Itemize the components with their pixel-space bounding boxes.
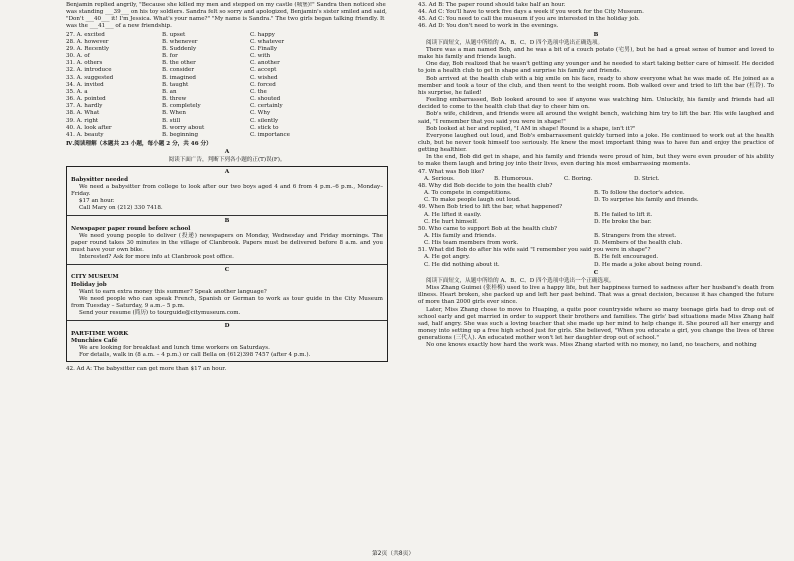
cloze-option-a: 37. A. hardly — [66, 103, 103, 110]
mc-option: A. Serious. — [424, 175, 455, 182]
mc-option: C. He did nothing about it. — [424, 261, 500, 268]
left-column — [66, 2, 388, 545]
cloze-option-c: C. whatever — [250, 38, 285, 45]
cloze-option-a: 40. A. look after — [66, 124, 112, 131]
question-42: 42. Ad A: The babysitter can get more than $17 an hour. — [66, 366, 227, 373]
cloze-option-a: 33. A. suggested — [66, 74, 114, 81]
page-number: 第2页（共8页） — [372, 551, 415, 557]
ad-subtitle: Holiday job — [71, 281, 107, 288]
cloze-option-a: 39. A. right — [66, 117, 99, 124]
ad-letter: B — [224, 218, 230, 225]
mc-options — [418, 190, 774, 204]
cloze-option-c: C. another — [250, 60, 280, 67]
tf-questions — [418, 2, 774, 31]
ad-d — [71, 323, 383, 359]
cloze-option-c: C. wished — [250, 74, 278, 81]
ad-a — [71, 169, 383, 212]
ad-divider — [67, 215, 387, 216]
ad-title: PART-TIME WORK — [71, 330, 129, 337]
cloze-option-c: C. silently — [250, 117, 279, 124]
ad-title: CITY MUSEUM — [71, 274, 119, 281]
part-c-letter: C — [593, 269, 599, 276]
part-b-questions — [418, 169, 774, 269]
part-c-instruction: 阅读下面短文，从题中所给的 A、B、C、D 四个选项中选出一个正确选项。 — [426, 277, 615, 284]
ad-line: Call Mary on (212) 330 7418. — [79, 205, 163, 212]
ad-divider — [67, 320, 387, 321]
mc-option: B. He felt encouraged. — [594, 254, 659, 261]
part-a-letter: A — [224, 149, 230, 156]
cloze-options — [66, 32, 388, 139]
cloze-option-c: C. Finally — [250, 45, 277, 52]
part-b-passage — [418, 47, 774, 169]
left-top-passage — [66, 2, 388, 31]
mc-option: C. He hurt himself. — [424, 218, 478, 225]
section4-title: Ⅳ.阅读理解（本题共 23 小题，每小题 2 分，共 46 分） — [66, 140, 212, 147]
cloze-option-b: B. still — [162, 117, 181, 124]
ad-line: For details, walk in (8 a.m. – 4 p.m.) or call Bella on (612)398 7457 (after 4 p.m.). — [79, 352, 311, 359]
mc-option: D. He broke the bar. — [594, 218, 652, 225]
ad-divider — [67, 264, 387, 265]
ad-letter: D — [224, 323, 230, 330]
mc-question-stem: 51. What did Bob do after his wife said "I remember you said you were in shape"? — [418, 247, 651, 254]
mc-option: B. He failed to lift it. — [594, 211, 653, 218]
cloze-option-b: B. worry about — [162, 124, 205, 131]
passage-paragraph: In the end, Bob did get in shape, and his family and friends were proud of him, but they were even prouder of his ability to make them laugh and bring joy into their lives, even during his most embarrassing moments. — [418, 154, 774, 168]
cloze-option-b: B. consider — [162, 67, 194, 74]
passage-paragraph: Bob's wife, children, and friends were all around the weight bench, watching him try to lift the bar. His wife laughed and said, "I remember that you said you were in shape!" — [418, 111, 774, 125]
mc-question-stem: 47. What was Bob like? — [418, 168, 485, 175]
mc-option: A. He got angry. — [424, 254, 470, 261]
passage-paragraph: There was a man named Bob, and he was a bit of a couch potato (宅男), but he had a great sense of humor and loved to make his family and friends laugh. — [418, 46, 774, 61]
cloze-option-a: 41. A. beauty — [66, 131, 104, 138]
cloze-option-b: B. taught — [162, 81, 189, 88]
cloze-option-a: 27. A. excited — [66, 31, 105, 38]
mc-option: D. Members of the health club. — [594, 240, 683, 247]
cloze-option-b: B. upset — [162, 31, 186, 38]
ad-line: We need a babysitter from college to look after our two boys aged 4 and 6 from 4 p.m.–6 p.m., Monday–Friday. — [71, 183, 383, 197]
part-b-letter: B — [593, 31, 599, 38]
cloze-option-a: 31. A. others — [66, 60, 103, 67]
mc-options — [418, 212, 774, 226]
mc-option: D. Strict. — [634, 175, 660, 182]
ad-subtitle: Munchies Café — [71, 337, 118, 344]
ads-box — [66, 166, 388, 362]
cloze-option-c: C. happy — [250, 31, 275, 38]
part-b-instruction: 阅读下面短文，从题中所给的 A、B、C、D 四个选项中选出正确选项。 — [426, 39, 604, 46]
mc-option: C. His team members from work. — [424, 240, 519, 247]
cloze-option-a: 35. A. a — [66, 88, 88, 95]
passage-paragraph: Bob looked at her and replied, "I AM in shape! Round is a shape, isn't it?" — [426, 125, 636, 132]
cloze-option-c: C. stick to — [250, 124, 279, 131]
mc-question-stem: 50. Who came to support Bob at the health club? — [418, 225, 558, 232]
ad-line: We need people who can speak French, Spanish or German to work as tour guide in the City Museum from Tuesday – Saturday, 9 a.m.– 5 p.m. — [71, 295, 383, 310]
cloze-option-c: C. shouted — [250, 96, 281, 103]
cloze-option-c: C. Why — [250, 110, 271, 117]
cloze-option-b: B. an — [162, 88, 177, 95]
passage-paragraph: Later, Miss Zhang chose to move to Huaping, a quite poor countryside where so many teenage girls had to drop out of school early and get married in order to support their brothers and families. The girls' bad situations made Miss Zhang half sad, half angry. She was such a loving teacher that she made up her mind to help change it. She poured all her energy and money into setting up a free high school just for girls. She believed, "When you educate a girl, you change the lives of three generations (三代人). An educated mother won't let her daughter drop out of school." — [418, 306, 774, 342]
mc-option: A. To compete in competitions. — [424, 190, 512, 197]
cloze-option-b: B. the other — [162, 60, 196, 67]
part-a-instruction: 阅读下面广告，判断下列各小题的正(T)误(F)。 — [168, 157, 286, 164]
cloze-option-a: 28. A. however — [66, 38, 109, 45]
tf-question: 46. Ad D: You don't need to work in the evenings. — [418, 23, 559, 30]
mc-option: C. Boring. — [564, 175, 593, 182]
cloze-option-a: 30. A. of — [66, 53, 90, 60]
tf-question: 43. Ad B: The paper round should take half an hour. — [418, 2, 566, 8]
ad-line: We are looking for breakfast and lunch time workers on Saturdays. — [79, 344, 270, 351]
ad-line: $17 an hour. — [79, 198, 115, 205]
mc-option: A. His family and friends. — [424, 233, 497, 239]
cloze-option-a: 29. A. Recently — [66, 45, 110, 52]
mc-option: C. To make people laugh out loud. — [424, 197, 521, 204]
cloze-option-b: B. completely — [162, 103, 201, 110]
ad-line: Interested? Ask for more info at Clanbrook post office. — [79, 254, 234, 261]
cloze-option-c: C. accept — [250, 67, 277, 74]
cloze-option-b: B. When — [162, 110, 186, 117]
mc-question-stem: 49. When Bob tried to lift the bar, what happened? — [418, 204, 563, 211]
ad-title: Newspaper paper round before school — [71, 225, 191, 232]
passage-paragraph: Everyone laughed out loud, and Bob's embarrassment quickly turned into a joke. He continued to work out at the health club, but he never took himself too seriously. He knew the most important thing was to have fun and enjoy the practice of getting healthier. — [418, 132, 774, 154]
cloze-option-c: C. importance — [250, 131, 290, 138]
passage-paragraph: One day, Bob realized that he wasn't getting any younger and he needed to start taking better care of himself. He decided to join a health club to get in shape and surprise his family and friends. — [418, 61, 774, 75]
passage-paragraph: Feeling embarrassed, Bob looked around to see if anyone was watching him. Unluckily, his family and friends had all decided to come to the health club that day to cheer him on. — [418, 97, 774, 111]
ad-c — [71, 267, 383, 317]
mc-options — [418, 233, 774, 247]
cloze-option-b: B. Suddenly — [162, 45, 197, 52]
cloze-option-c: C. forced — [250, 81, 276, 88]
cloze-option-b: B. imagined — [162, 74, 196, 81]
cloze-option-b: B. whenever — [162, 38, 198, 45]
cloze-option-b: B. threw — [162, 96, 187, 103]
ad-line: We need young people to deliver (投递) newspapers on Monday, Wednesday and Friday mornings. The paper round takes 30 minutes in the village of Clanbrook. Papers must be delivered before 8 a.m. and you must have your own bike. — [71, 232, 383, 253]
ad-letter: C — [224, 267, 230, 274]
cloze-option-c: C. with — [250, 53, 271, 60]
tf-question: 44. Ad C: You'll have to work five days a week if you work for the City Museum. — [418, 9, 644, 16]
cloze-option-a: 32. A. introduce — [66, 67, 112, 74]
cloze-option-a: 34. A. invited — [66, 81, 104, 88]
ad-line: Send your resume (简历) to tourguide@citymuseum.com. — [79, 310, 241, 317]
mc-option: B. To follow the doctor's advice. — [594, 190, 685, 197]
mc-options — [418, 254, 774, 268]
right-column — [418, 2, 774, 545]
mc-option: B. Humorous. — [494, 175, 534, 182]
mc-question-stem: 48. Why did Bob decide to join the health club? — [418, 182, 553, 189]
mc-option: B. Strangers from the street. — [594, 233, 677, 239]
ad-b — [71, 218, 383, 261]
cloze-option-b: B. for — [162, 53, 178, 60]
ad-letter: A — [224, 169, 230, 176]
ad-line: Want to earn extra money this summer? Speak another language? — [79, 288, 267, 295]
mc-option: A. He lifted it easily. — [424, 211, 482, 218]
mc-option: D. He made a joke about being round. — [594, 261, 702, 268]
tf-question: 45. Ad C: You need to call the museum if you are interested in the holiday job. — [418, 16, 640, 23]
mc-options — [418, 176, 774, 183]
mc-option: D. To surprise his family and friends. — [594, 197, 699, 204]
ad-title: Babysitter needed — [71, 176, 128, 183]
cloze-option-a: 38. A. What — [66, 110, 100, 117]
cloze-option-a: 36. A. pointed — [66, 96, 106, 103]
cloze-option-c: C. the — [250, 88, 267, 95]
passage-paragraph: Miss Zhang Guimei (张桂梅) used to live a happy life, but her happiness turned to sadness after her husband's death from illness. Heart broken, she packed up and left her past behind. That was a great decision, because it has changed the future of more than 2000 girls ever since. — [418, 285, 774, 306]
cloze-option-b: B. beginning — [162, 131, 199, 138]
passage-paragraph: No one knows exactly how hard the work was. Miss Zhang started with no money, no land, no teachers, and nothing — [426, 342, 757, 349]
cloze-option-c: C. certainly — [250, 103, 283, 110]
passage-paragraph: Bob arrived at the health club with a big smile on his face, ready to show everyone what he was made of. He joined as a member and took a tour of the club, and then went to the weight room. Bob walked over and tried to lift the bar (杠铃). To his surprise, he failed! — [418, 75, 774, 96]
part-c-passage — [418, 285, 774, 349]
passage-paragraph: Benjamin replied angrily, "Because she killed my men and stepped on my castle (城堡)!" Sandra then noticed she was standing ___39___ on his toy soldiers. Sandra felt so sorry and apologized, Benjamin's sister smiled and said, "Don't ___40___ it! I'm Jessica. What's your name?" "My name is Sandra." The two girls began talking friendly. It was the ___41___ of a new friendship. — [66, 2, 387, 30]
